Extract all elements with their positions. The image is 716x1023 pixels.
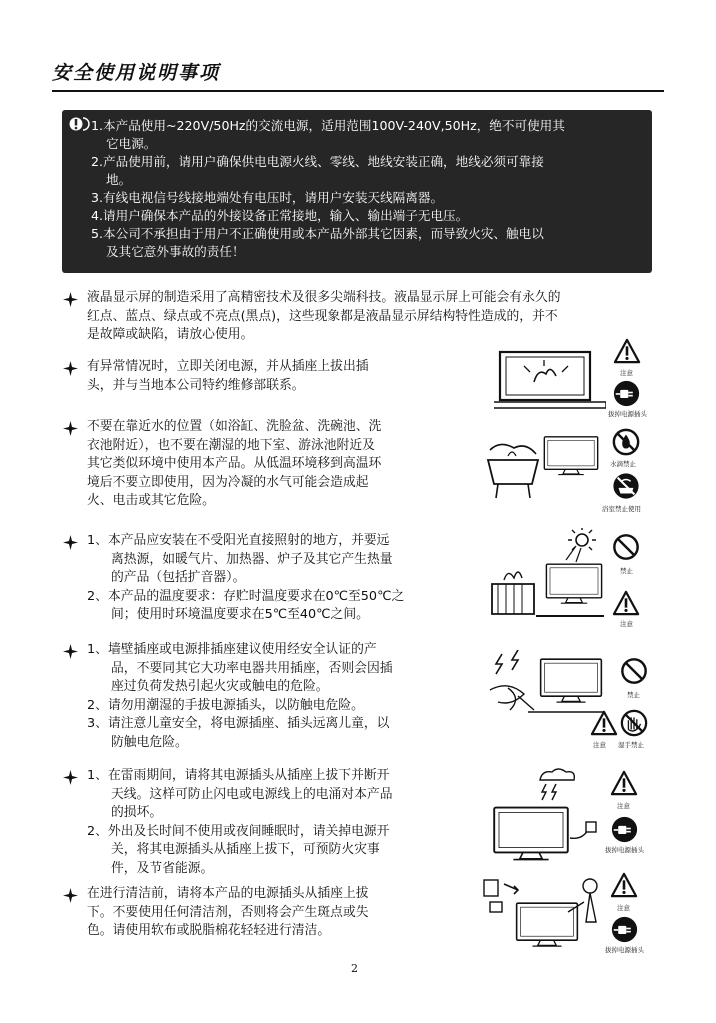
warning-triangle-icon	[613, 338, 641, 364]
four-point-star-icon	[63, 888, 78, 903]
warning-triangle-icon	[590, 710, 618, 736]
warning-line: 及其它意外事故的责任！	[106, 244, 245, 259]
page-title: 安全使用说明事项	[52, 62, 221, 84]
unplug-icon	[611, 816, 638, 843]
caption-caution: 注意	[620, 369, 633, 377]
warning-triangle-icon	[612, 590, 640, 616]
overloaded-socket-illustration	[488, 650, 606, 718]
caption-no-bathroom: 浴室禁止使用	[602, 505, 641, 513]
heat-notice-text: 1、本产品应安装在不受阳光直接照射的地方，并要远 离热源，如暖气片、加热器、炉子及其它产生热量 的产品（包括扩音器）。 2、本产品的温度要求：存贮时温度要求在0℃至50℃之 间；使用时环境温度要求在5℃至40℃之间。	[87, 533, 405, 623]
storm-unplug-illustration	[488, 766, 604, 862]
prohibited-icon	[620, 657, 648, 685]
warning-line: 2.产品使用前，请用户确保供电电源火线、零线、地线安装正确，地线必须可靠接	[91, 154, 544, 169]
safety-warning-box	[62, 110, 652, 273]
clean-notice-text: 在进行清洁前，请将本产品的电源插头从插座上拔 下。不要使用任何清洁剂，否则将会产生斑点或失 色。请使用软布或脱脂棉花轻轻进行清洁。	[87, 886, 369, 939]
unplug-icon	[611, 916, 638, 943]
prohibited-icon	[612, 533, 640, 561]
no-water-drop-icon	[612, 428, 640, 456]
caption-caution: 注意	[620, 620, 633, 628]
sun-heater-tv-illustration	[486, 528, 606, 620]
abnormal-notice-text: 有异常情况时，立即关闭电源，并从插座上拔出插 头，并与当地本公司特约维修部联系。	[87, 359, 369, 393]
smoking-tv-illustration	[494, 346, 606, 410]
warning-line: 4.请用户确保本产品的外接设备正常接地，输入、输出端子无电压。	[91, 208, 469, 223]
warning-triangle-icon	[610, 770, 638, 796]
warning-line: 它电源。	[106, 136, 157, 151]
lcd-notice-text: 液晶显示屏的制造采用了高精密技术及很多尖端科技。液晶显示屏上可能会有永久的 红点、蓝点、绿点或不亮点(黑点)，这些现象都是液晶显示屏结构特性造成的，并不 是故障或缺陷，请放心使用。	[87, 290, 561, 343]
warning-line: 地。	[106, 172, 132, 187]
four-point-star-icon	[63, 292, 78, 307]
page-number: 2	[351, 962, 358, 975]
caption-no-water: 水滴禁止	[610, 460, 636, 468]
unplug-icon	[613, 380, 640, 407]
four-point-star-icon	[63, 535, 78, 550]
no-wet-hands-icon	[620, 709, 648, 737]
info-icon	[69, 116, 90, 132]
caption-unplug: 拔掉电源插头	[605, 946, 644, 954]
no-bathroom-icon	[612, 472, 640, 500]
storm-notice-text: 1、在雷雨期间，请将其电源插头从插座上拔下并断开 天线。这样可防止闪电或电源线上的电涌对本产品 的损坏。 2、外出及长时间不使用或夜间睡眠时，请关掉电源开 关，将其电源插头从插座上拔下，可预防火灾事 件，及节省能源。	[87, 768, 393, 876]
four-point-star-icon	[63, 644, 78, 659]
warning-line: 5.本公司不承担由于用户不正确使用或本产品外部其它因素，而导致火灾、触电以	[91, 226, 544, 241]
four-point-star-icon	[63, 770, 78, 785]
four-point-star-icon	[63, 361, 78, 376]
caption-caution: 注意	[617, 904, 630, 912]
caption-no-wet-hands: 湿手禁止	[618, 741, 644, 749]
caption-unplug: 拔掉电源插头	[605, 846, 644, 854]
socket-notice-text: 1、墙壁插座或电源排插座建议使用经安全认证的产 品，不要同其它大功率电器共用插座，否则会因插 座过负荷发热引起火灾或触电的危险。 2、请勿用潮湿的手拔电源插头，以防触电危险。 3、请注意儿童安全，将电源插座、插头远离儿童，以 防触电危险。	[87, 642, 393, 750]
four-point-star-icon	[63, 421, 78, 436]
caption-unplug: 拔掉电源插头	[608, 410, 647, 418]
caption-prohibited: 禁止	[620, 567, 633, 575]
title-underline	[52, 90, 664, 92]
warning-triangle-icon	[610, 872, 638, 898]
caption-caution: 注意	[617, 802, 630, 810]
warning-line: 3.有线电视信号线接地端处有电压时，请用户安装天线隔离器。	[91, 190, 444, 205]
cleaning-tv-illustration	[480, 872, 602, 952]
water-notice-text: 不要在靠近水的位置（如浴缸、洗脸盆、洗碗池、洗 衣池附近），也不要在潮湿的地下室、游泳池附近及 其它类似环境中使用本产品。从低温环境移到高温环 境后不要立即使用，因为冷凝的水气可能会造成起 火、电击或其它危险。	[87, 419, 382, 509]
caption-prohibited: 禁止	[627, 691, 640, 699]
warning-line: 1.本产品使用~220V/50Hz的交流电源，适用范围100V-240V,50Hz，绝不可使用其	[91, 118, 565, 133]
bathroom-tv-illustration	[486, 420, 602, 502]
caption-caution: 注意	[593, 741, 606, 749]
